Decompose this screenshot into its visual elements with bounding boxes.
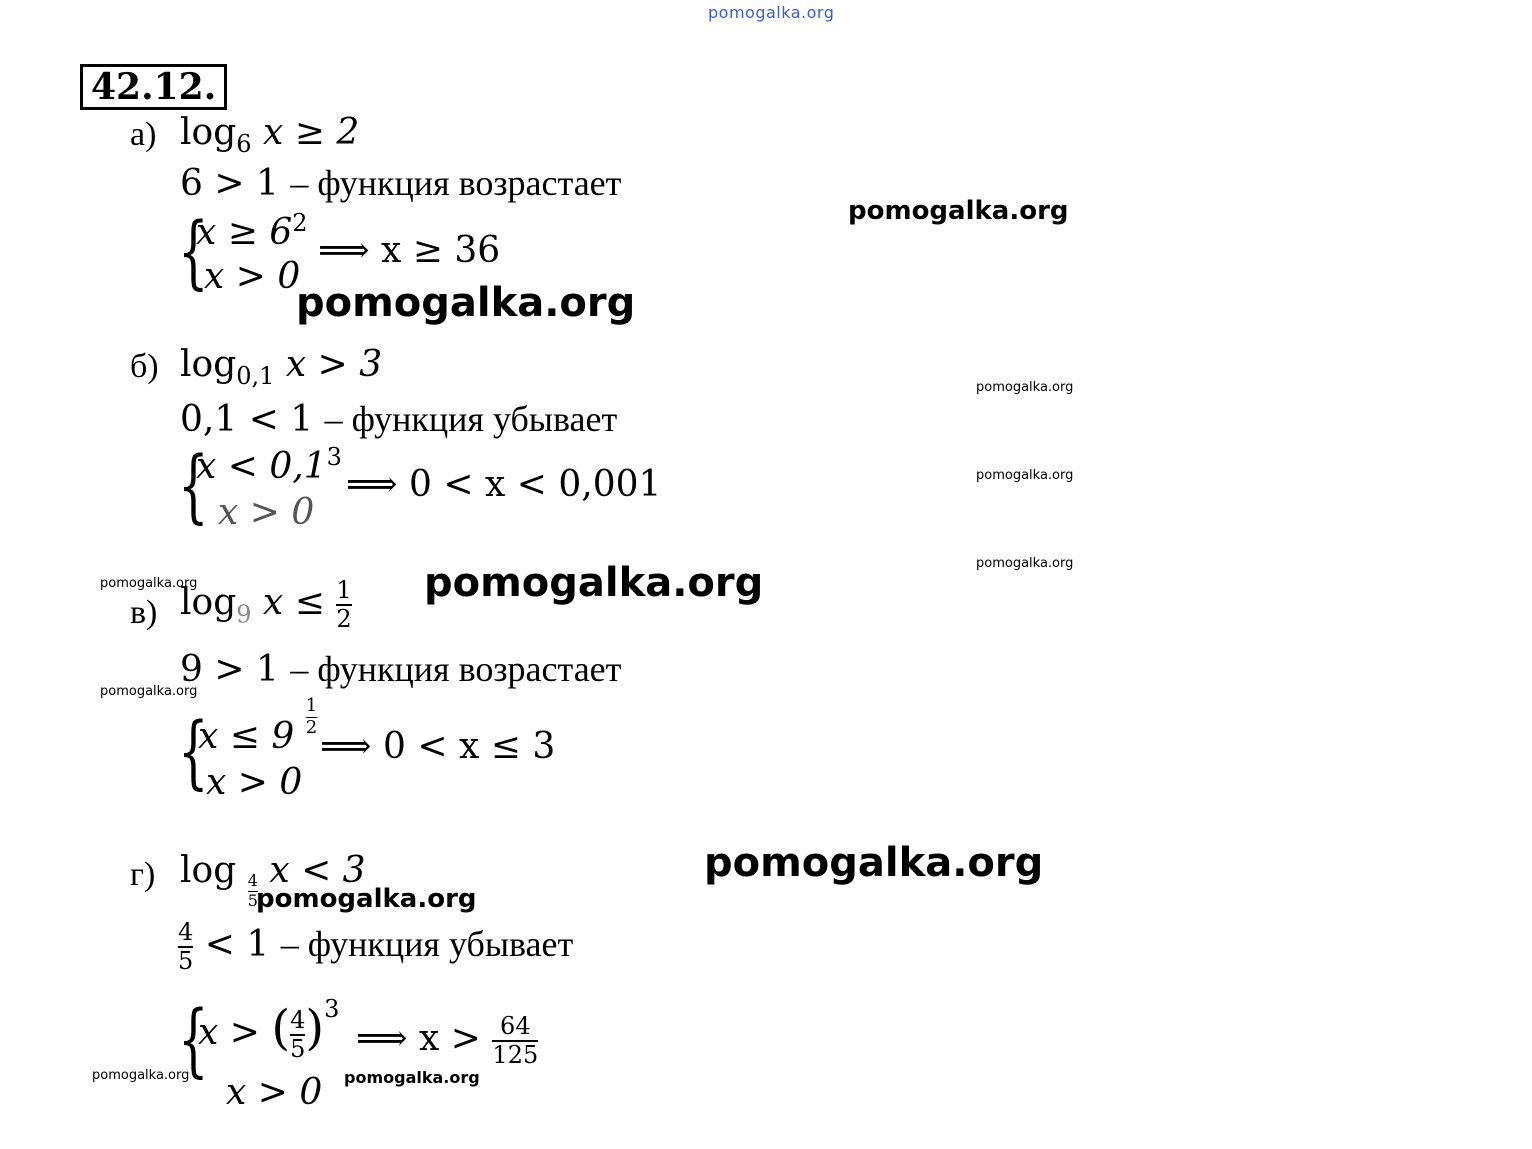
watermark: pomogalka.org bbox=[976, 556, 1074, 571]
watermark: pomogalka.org bbox=[976, 468, 1074, 483]
part-a-inequality bbox=[180, 112, 360, 159]
part-c-base: 9 bbox=[236, 600, 252, 629]
part-b-base: 0,1 bbox=[236, 362, 275, 391]
part-c-rhs-fraction: $\frac{1}{2}$ bbox=[336, 576, 352, 634]
part-d-sys2: x > 0 bbox=[226, 1072, 323, 1113]
part-b-result: ⟹ 0 < x < 0,001 bbox=[346, 464, 662, 505]
watermark: pomogalka.org bbox=[256, 884, 477, 914]
watermark: pomogalka.org bbox=[92, 1068, 190, 1083]
part-a-reason bbox=[180, 162, 621, 204]
watermark: pomogalka.org bbox=[976, 380, 1074, 395]
problem-number: 42.12. bbox=[80, 64, 227, 110]
part-a-rhs: x ≥ 2 bbox=[262, 112, 360, 153]
watermark: pomogalka.org bbox=[344, 1068, 480, 1087]
part-b-reason: 0,1 < 1 – функция убывает bbox=[180, 399, 618, 440]
part-d-result-fraction: $\frac{64}{125}$ bbox=[492, 1012, 539, 1070]
part-d-label: г) bbox=[130, 856, 156, 893]
part-b-brace: { bbox=[178, 439, 209, 532]
part-a-sys2: x > 0 bbox=[204, 256, 301, 297]
part-d-reason-fraction: $\frac{4}{5}$ bbox=[178, 918, 194, 976]
part-c-reason: 9 > 1 – функция возрастает bbox=[180, 649, 622, 690]
header-watermark: pomogalka.org bbox=[708, 3, 835, 22]
part-a-log: log bbox=[180, 112, 237, 153]
part-a-reason-text: – функция возрастает bbox=[290, 163, 622, 203]
watermark: pomogalka.org bbox=[100, 684, 198, 699]
watermark: pomogalka.org bbox=[100, 576, 198, 591]
watermark: pomogalka.org bbox=[704, 840, 1044, 886]
watermark: pomogalka.org bbox=[424, 560, 764, 606]
part-a-sys1: $x \ge 6^2$ bbox=[196, 209, 308, 253]
part-a-brace: { bbox=[178, 205, 209, 298]
part-b-label: б) bbox=[130, 348, 159, 385]
part-d-result: ⟹ x > $\frac{64}{125}$ bbox=[356, 1012, 539, 1070]
part-c-label: в) bbox=[130, 594, 158, 631]
part-c-sys1: x ≤ 9 $\frac{1}{2}$ bbox=[198, 694, 318, 757]
part-b-sys1: $x < 0,1^3$ bbox=[196, 443, 342, 487]
part-c-inequality: $\log_9 x$ ≤ $\frac{1}{2}$ bbox=[180, 576, 352, 634]
part-d-reason: $\frac{4}{5}$ < 1 – функция убывает bbox=[178, 918, 574, 976]
part-c-sys2: x > 0 bbox=[206, 762, 303, 803]
watermark: pomogalka.org bbox=[848, 196, 1069, 226]
part-d-sys1: x > ( $\frac{4}{5}$ )$^3$ bbox=[198, 995, 340, 1063]
part-d-inequality: log $\frac{4}{5}$ x < 3 bbox=[180, 850, 366, 910]
part-a-base: 6 bbox=[236, 130, 252, 159]
part-a-label: а) bbox=[130, 116, 157, 153]
part-c-result: ⟹ 0 < x ≤ 3 bbox=[320, 726, 556, 767]
part-d-sys1-fraction: $\frac{4}{5}$ bbox=[290, 1005, 306, 1063]
part-d-base: $\frac{4}{5}$ bbox=[247, 870, 258, 910]
part-c-exponent: $\frac{1}{2}$ bbox=[305, 694, 318, 738]
part-a-reason-math: 6 > 1 bbox=[180, 163, 279, 204]
watermark: pomogalka.org bbox=[296, 280, 636, 326]
part-b-inequality: $\log_{0,1} x > 3$ bbox=[180, 344, 383, 391]
part-b-sys2: x > 0 bbox=[218, 492, 315, 533]
part-c-brace: { bbox=[178, 705, 209, 798]
part-a-result: ⟹ x ≥ 36 bbox=[318, 230, 501, 271]
part-d-brace: { bbox=[178, 993, 209, 1086]
